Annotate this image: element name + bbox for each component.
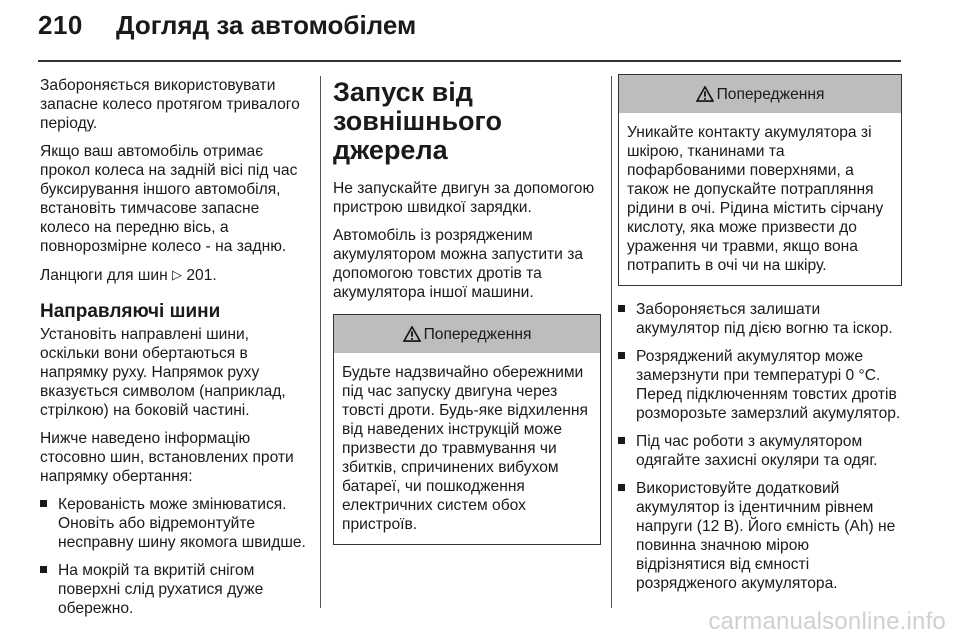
paragraph: Не запускайте двигун за допомогою пристрою швидкої зарядки. bbox=[333, 180, 595, 216]
section-title: Запуск від зовнішнього джерела bbox=[333, 77, 502, 165]
warning-triangle-icon bbox=[696, 86, 714, 102]
list-item: Використовуйте додатковий акумулятор із ідентичним рівнем напруги (12 В). Його ємність (Ah) не повинна значною мірою відрізнятися від ємності розрядженого акумулятора. bbox=[618, 479, 902, 593]
bullet-list bbox=[40, 495, 312, 618]
reference-text: Ланцюги для шин bbox=[40, 267, 168, 284]
warning-triangle-icon bbox=[403, 326, 421, 342]
bullet-square-icon bbox=[40, 500, 47, 507]
paragraph: Забороняється використовувати запасне колесо протягом тривалого періоду. bbox=[40, 77, 300, 132]
column-divider bbox=[320, 76, 321, 608]
page-title: Догляд за автомобілем bbox=[116, 10, 417, 40]
page-header bbox=[0, 0, 960, 62]
bullet-list bbox=[618, 300, 902, 593]
paragraph: Якщо ваш автомобіль отримає прокол колеса на задній вісі під час буксирування іншого автомобіля, встановіть тимчасове запасне колесо на передню вісь, а повнорозмірне колесо - на задню. bbox=[40, 143, 298, 255]
section-heading: Направляючі шини bbox=[40, 301, 221, 322]
list-item: Під час роботи з акумулятором одягайте захисні окуляри та одяг. bbox=[618, 432, 902, 470]
watermark: carmanualsonline.info bbox=[708, 608, 946, 635]
bullet-square-icon bbox=[618, 305, 625, 312]
warning-body bbox=[619, 113, 901, 285]
paragraph: Автомобіль із розрядженим акумулятором можна запустити за допомогою товстих дротів та акумулятора іншої машини. bbox=[333, 227, 584, 301]
column-divider bbox=[611, 76, 612, 608]
column-left bbox=[40, 76, 312, 627]
list-item: Розряджений акумулятор може замерзнути при температурі 0 °C. Перед підключенням товстих дротів розморозьте замерзлий акумулятор. bbox=[618, 347, 902, 423]
bullet-square-icon bbox=[618, 484, 625, 491]
paragraph: Установіть направлені шини, оскільки вони обертаються в напрямку руху. Напрямок руху вказується символом (наприклад, стрілкою) на боковій частині. bbox=[40, 326, 286, 419]
bullet-square-icon bbox=[618, 352, 625, 359]
header-divider bbox=[38, 60, 901, 62]
paragraph: Нижче наведено інформацію стосовно шин, встановлених проти напрямку обертання: bbox=[40, 430, 294, 485]
warning-text: Будьте надзвичайно обережними під час запуску двигуна через товсті дроти. Будь-яке відхилення від наведених інструкцій може призвести до травмування чи збитків, спричинених вибухом батареї, чи пошкодження електричних систем обох пристроїв. bbox=[342, 364, 588, 533]
reference-page: 201. bbox=[186, 267, 217, 284]
warning-text: Уникайте контакту акумулятора зі шкірою, тканинами та пофарбованими поверхнями, а також не допускайте потрапляння рідини в очі. Рідина містить сірчану кислоту, яка може призвести до ураження чи травми, якщо вона потрапить в очі чи на шкіру. bbox=[627, 124, 884, 274]
warning-title: Попередження bbox=[423, 325, 532, 343]
list-item: На мокрій та вкритій снігом поверхні слід рухатися дуже обережно. bbox=[40, 561, 312, 618]
column-middle bbox=[333, 76, 601, 545]
warning-title: Попередження bbox=[716, 85, 825, 103]
column-right bbox=[618, 74, 902, 602]
warning-body bbox=[334, 353, 600, 544]
page-number: 210 bbox=[38, 10, 83, 40]
bullet-square-icon bbox=[618, 437, 625, 444]
warning-header bbox=[619, 75, 901, 113]
list-item: Забороняється залишати акумулятор під дією вогню та іскор. bbox=[618, 300, 902, 338]
page-reference-arrow-icon: ▷ bbox=[172, 267, 183, 282]
warning-box bbox=[618, 74, 902, 286]
warning-header bbox=[334, 315, 600, 353]
cross-reference[interactable] bbox=[40, 265, 312, 285]
warning-box bbox=[333, 314, 601, 545]
list-item: Керованість може змінюватися. Оновіть або відремонтуйте несправну шину якомога швидше. bbox=[40, 495, 312, 552]
bullet-square-icon bbox=[40, 566, 47, 573]
